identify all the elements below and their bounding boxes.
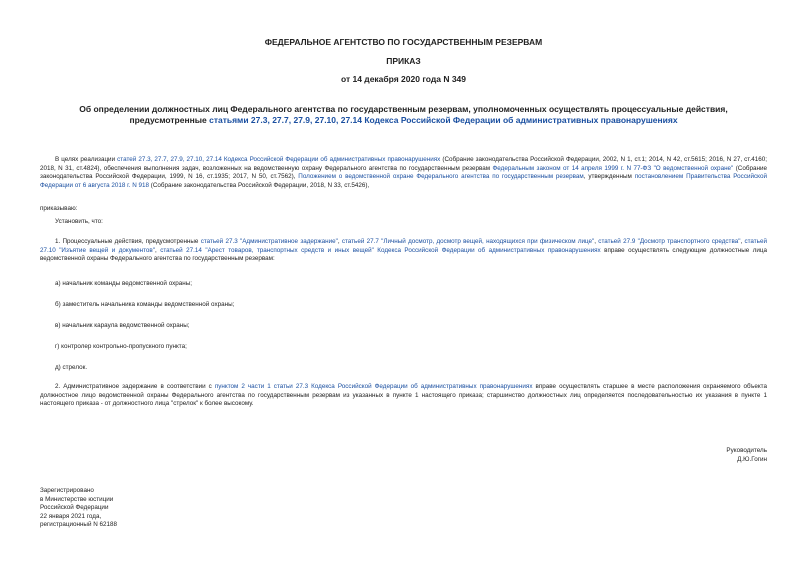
preamble-paragraph [40, 156, 767, 190]
registration-line: Зарегистрировано [40, 487, 94, 494]
registration-line: в Министерстве юстиции [40, 495, 114, 503]
preamble-link-federal-law[interactable]: Федеральным законом от 14 апреля 1999 г. N 77-ФЗ "О ведомственной охране" [492, 164, 734, 172]
list-item-b: б) заместитель начальника команды ведомственной охраны; [55, 301, 235, 308]
signature-role: Руководитель [726, 447, 767, 454]
agency-name: ФЕДЕРАЛЬНОЕ АГЕНТСТВО ПО ГОСУДАРСТВЕННЫМ РЕЗЕРВАМ [264, 37, 543, 47]
doc-title-line1: Об определении должностных лиц Федерального агентства по государственным резервам, уполномоченных осуществлять процессуальные действия, [79, 104, 728, 114]
preamble-link-regulation[interactable]: Положением о ведомственной охране Федерального агентства по государственным резервам [298, 173, 584, 181]
item2-link-27-3[interactable]: пунктом 2 части 1 статьи 27.3 Кодекса Российской Федерации об административных правонарушениях [214, 383, 533, 390]
item1-text-2: , [337, 238, 342, 245]
item1-link-27-3[interactable]: статьей 27.3 "Административное задержание" [200, 238, 338, 245]
list-item-d: д) стрелок. [55, 364, 88, 371]
list-item-g: г) контролер контрольно-пропускного пункта; [55, 343, 187, 350]
item1-text-3: , [594, 238, 599, 245]
doc-title-link[interactable]: статьями 27.3, 27.7, 27.9, 27.10, 27.14 Кодекса Российской Федерации об административных правонарушениях [209, 115, 678, 125]
preamble-text-4: , утвержденным [583, 173, 635, 181]
list-item-a: а) начальник команды ведомственной охраны; [55, 280, 193, 287]
preamble-text-1: В целях реализации [55, 156, 118, 163]
preamble-text-3: (Собрание законодательства Российской Федерации, 1999, N 16, ст.1935; 2017, N 50, ст.7562), [40, 164, 767, 181]
item1-text-1: 1. Процессуальные действия, предусмотренные [55, 238, 201, 245]
item-2-paragraph [40, 383, 767, 409]
doc-date: от 14 декабря 2020 года N 349 [340, 74, 467, 84]
doc-title-line2 [40, 115, 767, 126]
item1-link-27-9[interactable]: статьей 27.9 "Досмотр транспортного средства" [598, 238, 741, 245]
preamble-link-koap[interactable]: статей 27.3, 27.7, 27.9, 27.10, 27.14 Кодекса Российской Федерации об административных правонарушениях [117, 156, 441, 163]
item1-link-27-10[interactable]: статьей 27.10 "Изъятие вещей и документов" [40, 238, 767, 254]
doc-title [40, 104, 767, 126]
item1-text-5: , [154, 246, 161, 254]
registration-line: 22 января 2021 года, [40, 512, 102, 520]
item-1-paragraph [40, 238, 767, 264]
item2-text-1: 2. Административное задержание в соответствии с [55, 383, 215, 390]
item1-link-27-14[interactable]: статьей 27.14 "Арест товаров, транспортных средств и иных вещей" Кодекса Российской Федерации об административных правонарушениях [160, 246, 601, 254]
doc-type: ПРИКАЗ [386, 56, 421, 66]
registration-block [40, 487, 117, 530]
preamble-link-decree[interactable]: постановлением Правительства Российской Федерации от 6 августа 2018 г. N 918 [40, 173, 767, 189]
registration-line: Российской Федерации [40, 504, 109, 512]
item1-text-4: , [740, 238, 745, 245]
signature-name: Д.Ю.Гогин [737, 456, 767, 463]
item1-text-6: вправе осуществлять следующие должностные лица ведомственной охраны Федерального агентства по государственным резервам: [40, 246, 767, 263]
orders-word: приказываю: [40, 205, 78, 212]
list-item-v: в) начальник караула ведомственной охраны; [55, 322, 190, 329]
preamble-text-2: (Собрание законодательства Российской Федерации, 2002, N 1, ст.1; 2014, N 42, ст.5615; 2016, N 27, ст.4160; 2018, N 31, ст.4824), обеспечения выполнения задач, возложенных на ведомственную охрану Федерального агентства по государственным резервам [40, 156, 767, 172]
item2-text-2: вправе осуществлять старшее в месте расположения охраняемого объекта должностное лицо ведомственной охраны Федерального агентства по государственным резервам из указанных в пункте 1 настоящего приказа; старшинство должностных лиц определяется последовательностью их указания в пункте 1 настоящего приказа - от должностного лица "стрелок" к более высокому. [40, 383, 767, 408]
item1-link-27-7[interactable]: статьей 27.7 "Личный досмотр, досмотр вещей, находящихся при физическом лице" [341, 238, 595, 245]
preamble-text-5: (Собрание законодательства Российской Федерации, 2018, N 33, ст.5426), [149, 181, 370, 189]
doc-title-prefix: предусмотренные [129, 115, 210, 125]
establish-line: Установить, что: [55, 218, 103, 225]
registration-line: регистрационный N 62188 [40, 521, 118, 529]
